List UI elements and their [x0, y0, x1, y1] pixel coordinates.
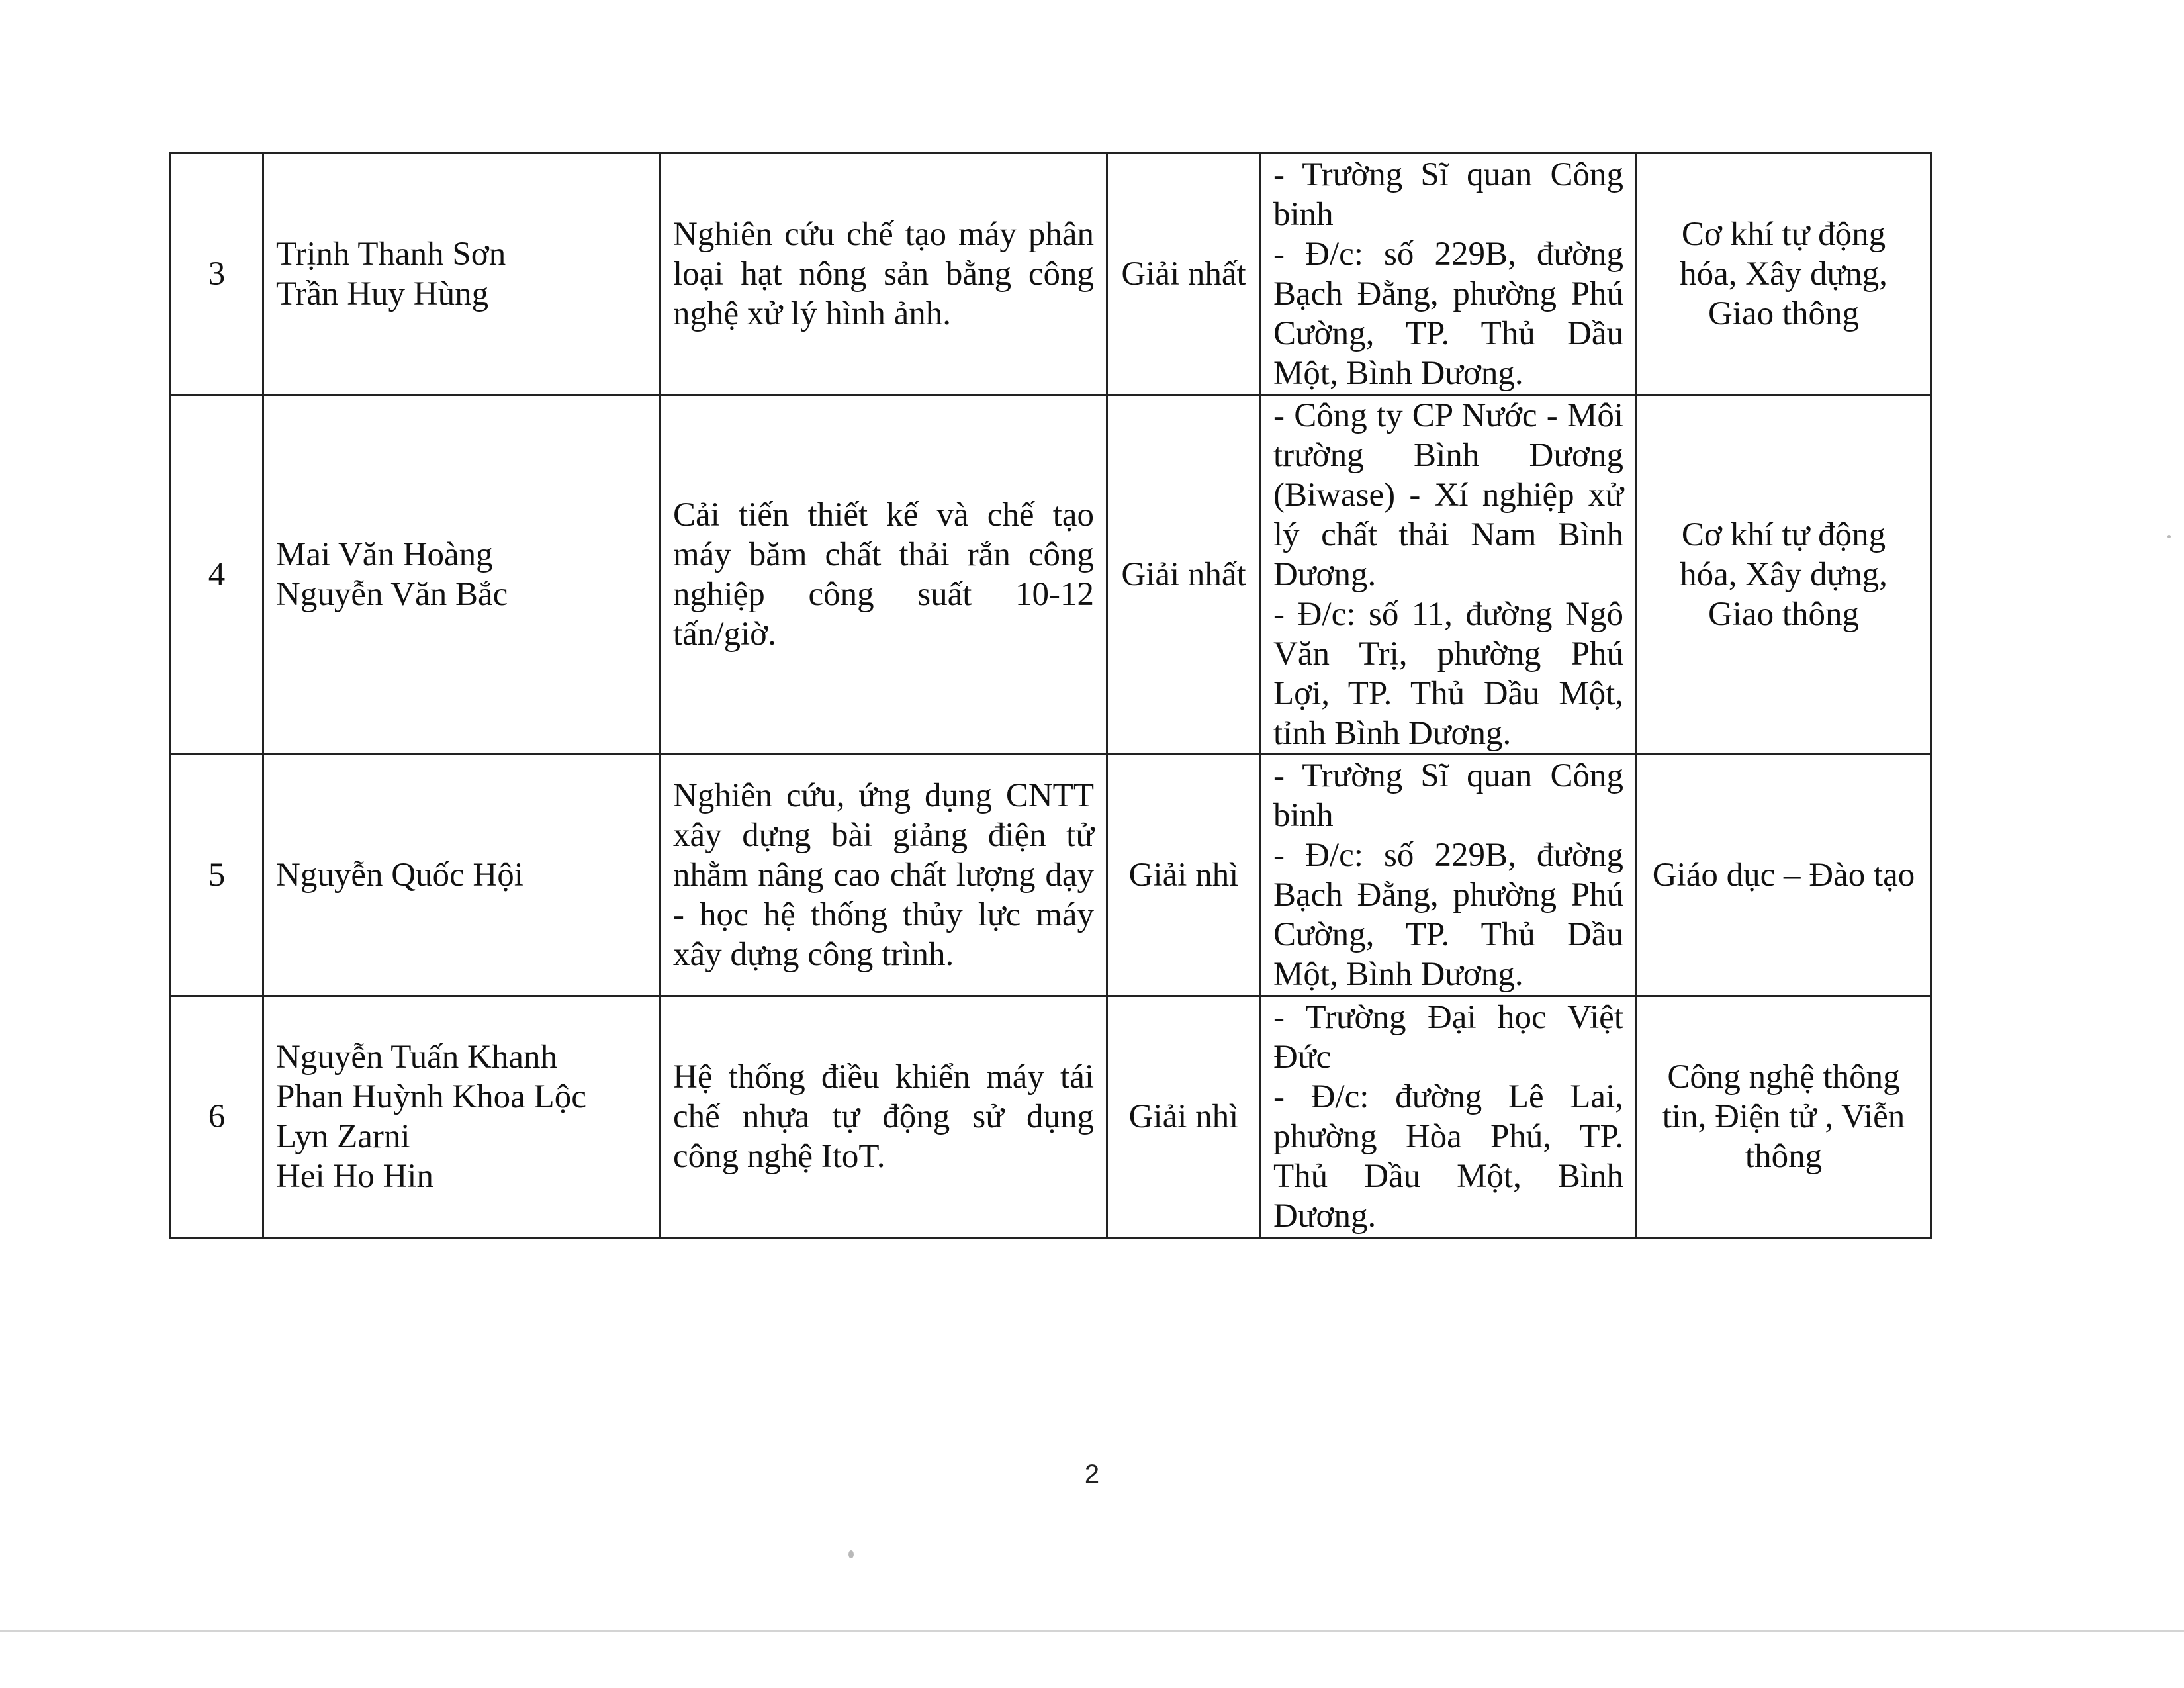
organization-address-line: - Đ/c: đường Lê Lai, phường Hòa Phú, TP. Thủ Dầu Một, Bình Dương. [1273, 1078, 1623, 1235]
prize-level: Giải nhất [1107, 395, 1261, 755]
table-row [171, 395, 1931, 755]
author-name: Trần Huy Hùng [276, 275, 489, 312]
project-topic: Cải tiến thiết kế và chế tạo máy băm chất thải rắn công nghiệp công suất 10-12 tấn/giờ. [660, 395, 1107, 755]
project-topic: Nghiên cứu, ứng dụng CNTT xây dựng bài giảng điện tử nhằm nâng cao chất lượng dạy - học hệ thống thủy lực máy xây dựng công trình. [660, 755, 1107, 996]
field-category: Công nghệ thông tin, Điện tử , Viễn thông [1637, 996, 1931, 1238]
row-number: 3 [171, 154, 263, 395]
row-number: 4 [171, 395, 263, 755]
organization-address [1261, 154, 1637, 395]
page-number: 2 [1084, 1460, 1100, 1489]
author-name: Mai Văn Hoàng [276, 536, 493, 573]
author-name: Trịnh Thanh Sơn [276, 236, 506, 273]
author-name: Phan Huỳnh Khoa Lộc [276, 1078, 586, 1115]
field-category: Cơ khí tự động hóa, Xây dựng, Giao thông [1637, 395, 1931, 755]
awards-table [169, 152, 1932, 1239]
organization-name: - Trường Sĩ quan Công binh [1273, 156, 1623, 233]
project-topic: Hệ thống điều khiển máy tái chế nhựa tự động sử dụng công nghệ ItoT. [660, 996, 1107, 1238]
organization-address [1261, 755, 1637, 996]
author-names [263, 755, 660, 996]
organization-name: - Trường Đại học Việt Đức [1273, 999, 1623, 1076]
organization-name: - Trường Sĩ quan Công binh [1273, 757, 1623, 834]
organization-name: - Công ty CP Nước - Môi trường Bình Dương (Biwase) - Xí nghiệp xử lý chất thải Nam Bình Dương. [1273, 397, 1623, 593]
prize-level: Giải nhất [1107, 154, 1261, 395]
author-names [263, 996, 660, 1238]
scan-speck [848, 1550, 854, 1558]
author-name: Nguyễn Văn Bắc [276, 576, 508, 613]
table-row [171, 755, 1931, 996]
organization-address [1261, 996, 1637, 1238]
author-name: Lyn Zarni [276, 1118, 410, 1155]
prize-level: Giải nhì [1107, 996, 1261, 1238]
prize-level: Giải nhì [1107, 755, 1261, 996]
author-name: Nguyễn Quốc Hội [276, 857, 523, 894]
row-number: 6 [171, 996, 263, 1238]
author-names [263, 154, 660, 395]
row-number: 5 [171, 755, 263, 996]
field-category: Giáo dục – Đào tạo [1637, 755, 1931, 996]
scan-speck [2167, 535, 2171, 538]
scan-edge-line [0, 1630, 2184, 1632]
author-names [263, 395, 660, 755]
author-name: Hei Ho Hin [276, 1158, 433, 1195]
organization-address-line: - Đ/c: số 229B, đường Bạch Đằng, phường Phú Cường, TP. Thủ Dầu Một, Bình Dương. [1273, 837, 1623, 993]
organization-address [1261, 395, 1637, 755]
organization-address-line: - Đ/c: số 11, đường Ngô Văn Trị, phường Phú Lợi, TP. Thủ Dầu Một, tỉnh Bình Dương. [1273, 596, 1623, 752]
organization-address-line: - Đ/c: số 229B, đường Bạch Đằng, phường Phú Cường, TP. Thủ Dầu Một, Bình Dương. [1273, 236, 1623, 392]
field-category: Cơ khí tự động hóa, Xây dựng, Giao thông [1637, 154, 1931, 395]
table-row [171, 996, 1931, 1238]
author-name: Nguyễn Tuấn Khanh [276, 1039, 558, 1076]
table-row [171, 154, 1931, 395]
project-topic: Nghiên cứu chế tạo máy phân loại hạt nông sản bằng công nghệ xử lý hình ảnh. [660, 154, 1107, 395]
